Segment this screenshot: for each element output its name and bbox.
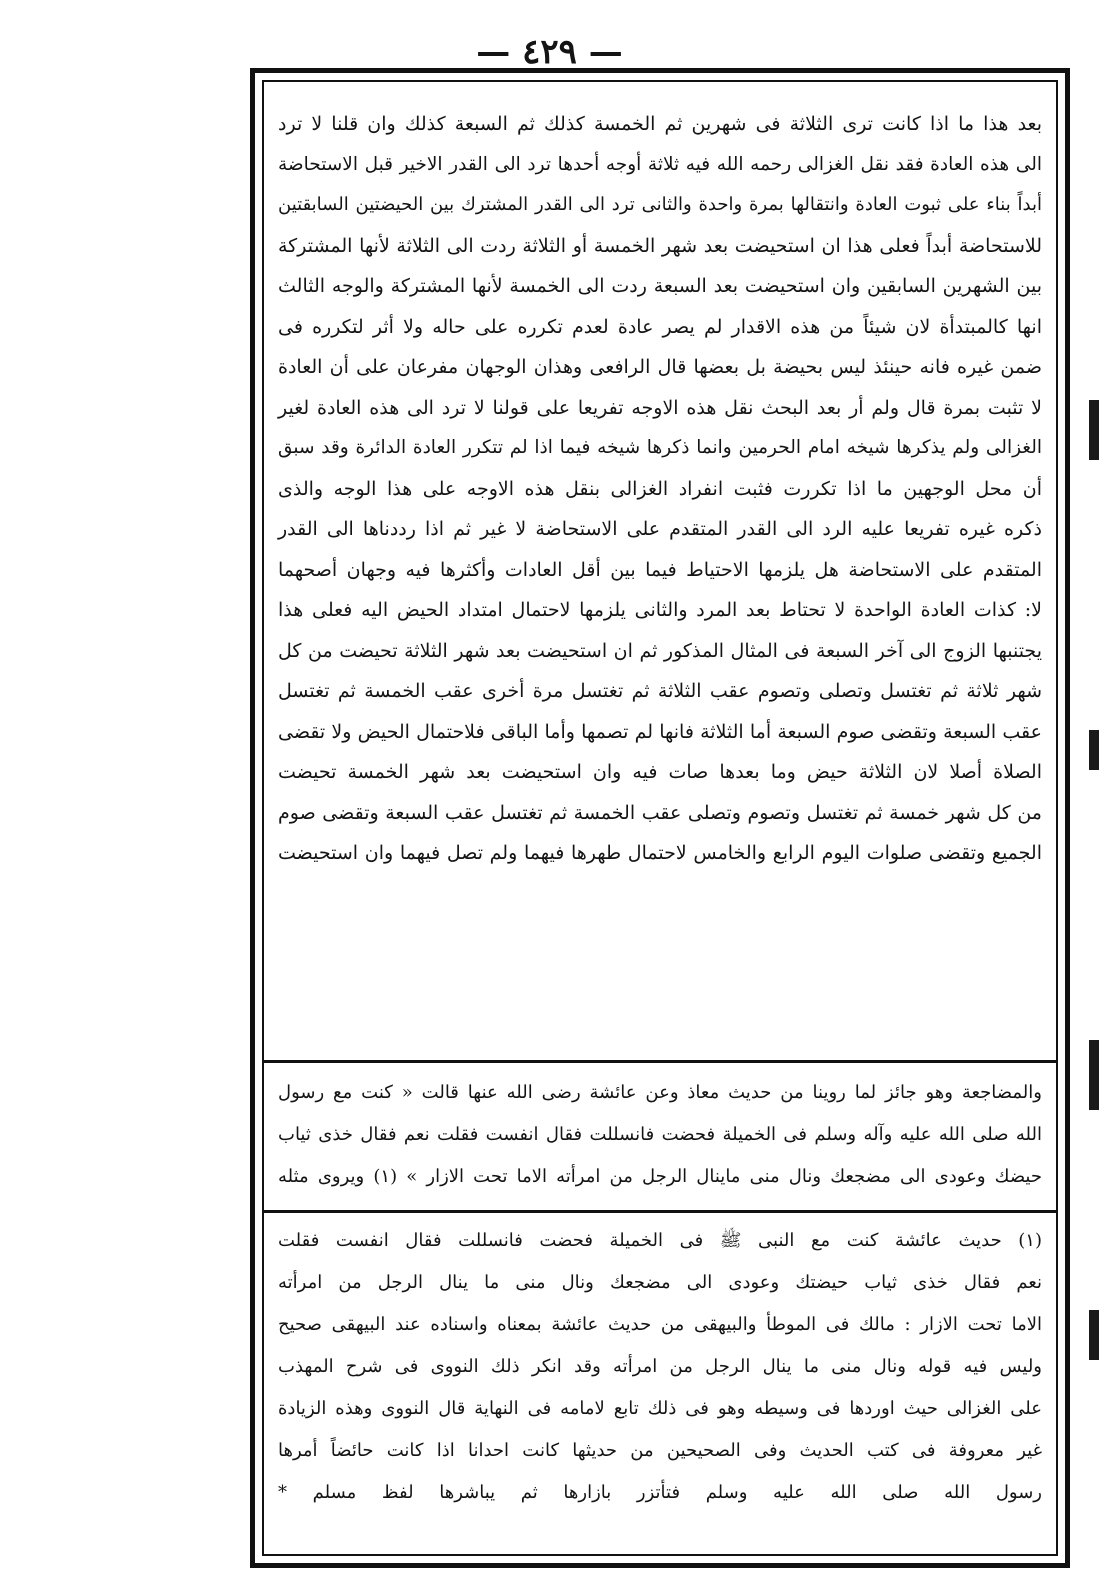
page-edge-mark — [1089, 730, 1099, 770]
main-line: انها كالمبتدأة لان شيئاً من هذه الاقدار لم يصر عادة لعدم تكرره على حاله ولا أثر لتكرره فى — [278, 315, 1042, 338]
main-line: الصلاة أصلا لان الثلاثة حيض وما بعدها صات فيه وان استحيضت بعد شهر الخمسة تحيضت — [278, 761, 1042, 783]
footnote-line: على الغزالى حيث اوردها فى وسيطه وهو فى ذلك تابع لامامه فى النهاية قال النووى وهذه الزيادة — [278, 1398, 1042, 1419]
footnote-line: رسول الله صلى الله عليه وسلم فتأتزر بازارها ثم يباشرها لفظ مسلم * — [278, 1482, 1042, 1503]
divider-commentary-footnote — [264, 1210, 1056, 1213]
main-line: يجتنبها الزوج الى آخر السبعة فى المثال المذكور ثم ان استحيضت بعد شهر الثلاثة تحيضت من كل — [278, 639, 1042, 662]
main-line: لا تثبت بمرة قال ولم أر بعد البحث نقل هذه الاوجه تفريعا على قولنا لا ترد الى هذه العادة لغير — [278, 396, 1042, 419]
page-frame — [250, 68, 1070, 1568]
main-line: الجميع وتقضى صلوات اليوم الرابع والخامس لاحتمال طهرها فيهما ولم تصل فيهما وان استحيضت — [278, 842, 1042, 864]
commentary-line: والمضاجعة وهو جائز لما روينا من حديث معاذ وعن عائشة رضى الله عنها قالت « كنت مع رسول — [278, 1082, 1042, 1103]
main-line: أبداً بناء على ثبوت العادة وانتقالها بمرة واحدة والثانى ترد الى القدر المشترك بين الحيضتين السابقتين — [278, 194, 1042, 215]
main-line: بعد هذا ما اذا كانت ترى الثلاثة فى شهرين ثم الخمسة كذلك ثم السبعة كذلك وان قلنا لا ترد — [278, 113, 1042, 135]
footnote-line: نعم فقال خذى ثياب حيضتك وعودى الى مضجعك ونال منى ما ينال الرجل من امرأته — [278, 1272, 1042, 1293]
page-frame-inner — [262, 80, 1058, 1556]
main-line: ضمن غيره فانه حينئذ ليس بحيضة بل بعضها قال الرافعى وهذان الوجهان مفرعان على أن العادة — [278, 356, 1042, 378]
footnote-text — [278, 1220, 1042, 1514]
main-line: أن محل الوجهين ما اذا تكررت فثبت انفراد الغزالى بنقل هذه الاوجه على هذا الوجه والذى — [278, 477, 1042, 500]
divider-main-commentary — [264, 1060, 1056, 1063]
page-edge-mark — [1089, 1310, 1099, 1360]
page-edge-mark — [1089, 400, 1099, 460]
footnote-line: غير معروفة فى كتب الحديث وفى الصحيحين من حديثها كانت احدانا اذا كانت حائضاً أمرها — [278, 1440, 1042, 1461]
main-line: من كل شهر خمسة ثم تغتسل وتصوم وتصلى عقب الخمسة ثم تغتسل عقب السبعة وتقضى صوم — [278, 801, 1042, 824]
main-line: بين الشهرين السابقين وان استحيضت بعد السبعة ردت الى الخمسة لأنها المشتركة والوجه الثالث — [278, 275, 1042, 297]
footnote-line: الاما تحت الازار : مالك فى الموطأ والبيهقى من حديث عائشة بمعناه واسناده عند البيهقى صحيح — [278, 1314, 1043, 1335]
main-line: عقب السبعة وتقضى صوم السبعة أما الثلاثة فانها لم تصمها وأما الباقى فلاحتمال الحيض ولا تقضى — [278, 720, 1042, 743]
main-line: ذكره غيره تفريعا عليه الرد الى القدر المتقدم على الاستحاضة لا غير ثم اذا رددناها الى القدر — [278, 518, 1042, 540]
main-line: الى هذه العادة فقد نقل الغزالى رحمه الله فيه ثلاثة أوجه أحدها ترد الى القدر الاخير قبل الاستحاضة — [278, 153, 1042, 175]
main-line: للاستحاضة أبداً فعلى هذا ان استحيضت بعد شهر الخمسة أو الثلاثة ردت الى الثلاثة لأنها المشتركة — [278, 234, 1042, 257]
page-number: — ٤٢٩ — — [476, 32, 623, 72]
commentary-line: حيضك وعودى الى مضجعك ونال منى ماينال الرجل من امرأته الاما تحت الازار » (١) ويروى مثله — [278, 1166, 1042, 1187]
footnote-line: (١) حديث عائشة كنت مع النبى ﷺ فى الخميلة فحضت فانسللت فقال انفست فقلت — [278, 1230, 1042, 1251]
commentary-text — [278, 1072, 1042, 1198]
main-line: المتقدم على الاستحاضة هل يلزمها الاحتياط فيما بين أقل العادات وأكثرها فيه وجهان أصحهما — [278, 558, 1042, 581]
commentary-line: الله صلى الله عليه وآله وسلم فى الخميلة فحضت فانسللت فقال انفست فقلت نعم فقال خذى ثياب — [278, 1124, 1042, 1145]
footnote-line: وليس فيه قوله ونال منى ما ينال الرجل من امرأته وقد انكر ذلك النووى فى شرح المهذب — [278, 1356, 1042, 1377]
main-line: شهر ثلاثة ثم تغتسل وتصلى وتصوم عقب الثلاثة ثم تغتسل مرة أخرى عقب الخمسة ثم تغتسل — [278, 680, 1042, 702]
page-edge-mark — [1089, 1040, 1099, 1110]
main-line: لا: كذات العادة الواحدة لا تحتاط بعد المرد والثانى يلزمها لاحتمال امتداد الحيض اليه فعلى هذا — [278, 599, 1042, 621]
main-text — [278, 104, 1042, 874]
main-line: الغزالى ولم يذكرها شيخه امام الحرمين وانما ذكرها شيخه فيما اذا لم تتكرر العادة الدائرة وقد سبق — [278, 437, 1042, 458]
